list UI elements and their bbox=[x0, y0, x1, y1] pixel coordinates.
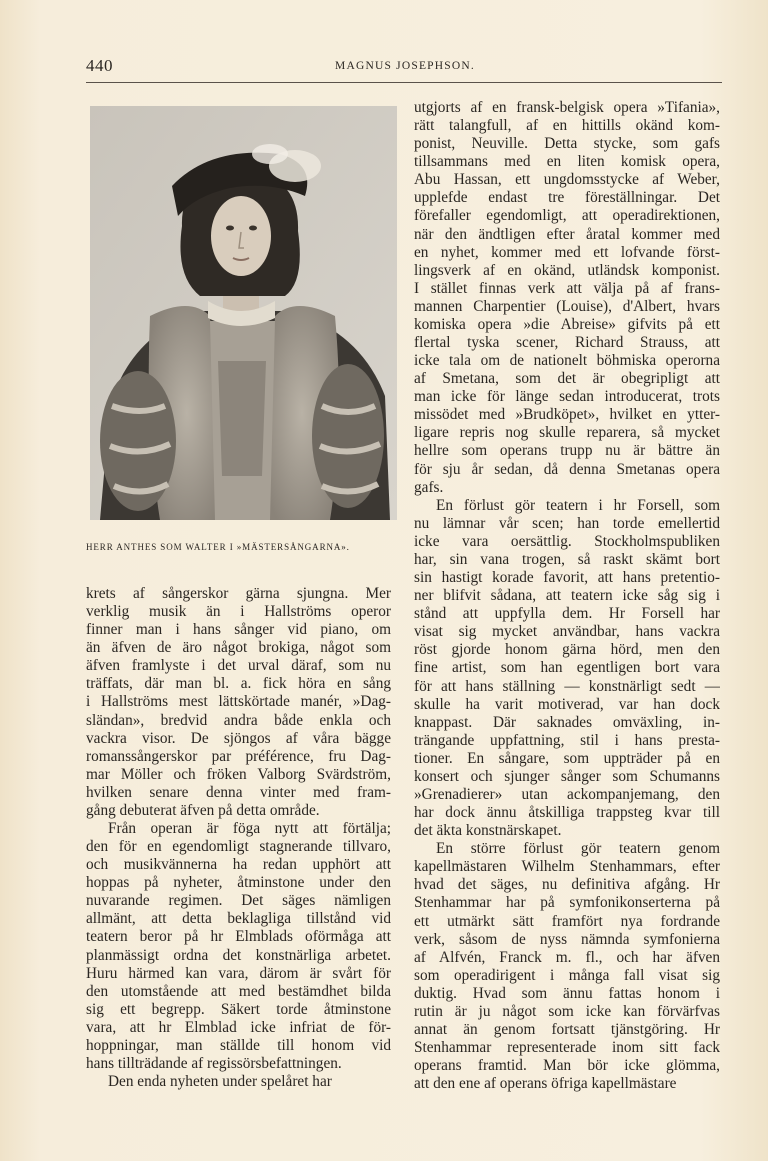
text-line: hoppas på nyheter, åtminstone under den bbox=[86, 874, 391, 892]
text-line: lingsverk af en okänd, utländsk komponist. bbox=[414, 261, 720, 279]
text-line: En större förlust gör teatern genom bbox=[436, 840, 720, 858]
text-line: äfven framlyste i det urval däraf, som nu bbox=[86, 657, 391, 675]
text-line: än äfven de äro något brokiga, något som bbox=[86, 639, 391, 657]
text-line: nu lämnar vår scen; han torde emellertid bbox=[414, 514, 720, 532]
text-line: och musikvännerna ha redan upphört att bbox=[86, 856, 391, 874]
text-line: rutin är ju något som icke kan förvärfvas bbox=[414, 1002, 720, 1020]
text-line: vackra visor. De sjöngos af våra bägge bbox=[86, 729, 391, 747]
text-line: att den ene af operans öfriga kapellmästare bbox=[414, 1075, 677, 1093]
right-text-column bbox=[414, 99, 720, 1093]
text-line: mannen Charpentier (Louise), d'Albert, hvars bbox=[414, 297, 720, 315]
text-line: nuvarande regimen. Det säges nämligen bbox=[86, 892, 391, 910]
text-line: sländan», bredvid andra både enkla och bbox=[86, 711, 391, 729]
portrait-photograph bbox=[90, 106, 397, 520]
text-line: kapellmästaren Wilhelm Stenhammars, efter bbox=[414, 858, 720, 876]
text-line: gafs. bbox=[414, 478, 444, 496]
text-line: fine artist, som han egentligen bort vara bbox=[414, 659, 720, 677]
text-line: planmässigt ordna det konstnärliga arbetet. bbox=[86, 946, 391, 964]
text-line: vara, att hr Elmblad icke infriat de för- bbox=[86, 1018, 391, 1036]
text-line: gång debuterat äfven på detta område. bbox=[86, 801, 320, 819]
text-line: I stället finnas verk att välja på af frans- bbox=[414, 279, 720, 297]
text-line: komiska opera »die Abreise» gifvits på ett bbox=[414, 315, 720, 333]
text-line: verklig musik än i Hallströms operor bbox=[86, 603, 391, 621]
text-line: ligare repris nog skulle reparera, så mycket bbox=[414, 424, 720, 442]
text-line: flertal tyska scener, Richard Strauss, att bbox=[414, 334, 720, 352]
text-line: stånd att uppfylla dem. Hr Forsell har bbox=[414, 605, 720, 623]
text-line: af Smetana, som det är obegripligt att bbox=[414, 370, 720, 388]
text-line: verk, såsom de nyss nämnda symfonierna bbox=[414, 930, 720, 948]
text-line: den utomstående att med bestämdhet bilda bbox=[86, 982, 391, 1000]
text-line: i Hallströms mest lättskörtade manér, »Dag- bbox=[86, 693, 391, 711]
text-line: hvad det säges, nu definitiva afgång. Hr bbox=[414, 876, 720, 894]
text-line: hvilken senare denna vinter med fram- bbox=[86, 783, 391, 801]
text-line: det äkta konstnärskapet. bbox=[414, 822, 562, 840]
text-line: har dock ännu åtskilliga trappsteg kvar till bbox=[414, 804, 720, 822]
text-line: visat sig mycket användbar, hans vackra bbox=[414, 623, 720, 641]
text-line: Stenhammar har på symfonikonserterna på bbox=[414, 894, 720, 912]
text-line: rätt talangfull, af en hittills okänd kom- bbox=[414, 117, 720, 135]
text-line: trängande uppfattning, stil i hans presta- bbox=[414, 731, 720, 749]
figure-caption: HERR ANTHES SOM WALTER I »MÄSTERSÅNGARNA». bbox=[86, 542, 350, 552]
text-line: sig ett begrepp. Säkert torde åtminstone bbox=[86, 1000, 391, 1018]
text-line: för att hans ställning — konstnärligt sedt — bbox=[414, 677, 720, 695]
text-line: konsert och sjunger sånger som Schumanns bbox=[414, 767, 720, 785]
text-line: Från operan är föga nytt att förtälja; bbox=[108, 820, 391, 838]
text-line: Den enda nyheten under spelåret har bbox=[108, 1073, 332, 1091]
text-line: utgjorts af en fransk-belgisk opera »Tifania», bbox=[414, 99, 720, 116]
text-line: den för en egendomligt stagnerande tillvaro, bbox=[86, 838, 391, 856]
text-line: tillsammans med en liten komisk opera, bbox=[414, 153, 720, 171]
page-number: 440 bbox=[86, 56, 113, 75]
text-line: när den ändtligen efter åratal kommer med bbox=[414, 225, 720, 243]
text-line: en nyhet, kommer med ett lofvande först- bbox=[414, 243, 720, 261]
text-line: ner blifvit sådana, att teatern icke såg sig i bbox=[414, 587, 720, 605]
text-line: mar Möller och fröken Valborg Svärdström, bbox=[86, 765, 391, 783]
text-line: finner man i hans sånger vid piano, om bbox=[86, 621, 391, 639]
text-line: som operadirigent i många fall visat sig bbox=[414, 966, 720, 984]
text-line: »Grenadierer» utan ackompanjemang, den bbox=[414, 785, 720, 803]
header-rule bbox=[86, 82, 722, 83]
left-text-column bbox=[86, 585, 391, 1091]
text-line: skulle ha varit motiverad, var han dock bbox=[414, 695, 720, 713]
text-line: hellre som operans trupp nu är bättre än bbox=[414, 442, 720, 460]
text-line: Huru härmed kan vara, därom är svårt för bbox=[86, 964, 391, 982]
text-line: duktig. Hvad som ännu fattas honom i bbox=[414, 984, 720, 1002]
text-line: annat än genom fortsatt tjänstgöring. Hr bbox=[414, 1020, 720, 1038]
text-line: sin hastigt korade favorit, att hans pretentio- bbox=[414, 569, 720, 587]
text-line: icke vara oersättlig. Stockholmspubliken bbox=[414, 532, 720, 550]
text-line: röst gjorde honom gärna hörd, men den bbox=[414, 641, 720, 659]
text-line: romanssångerskor par préférence, fru Dag- bbox=[86, 747, 391, 765]
text-line: krets af sångerskor gärna sjungna. Mer bbox=[86, 585, 391, 602]
text-line: teatern beror på hr Elmblads oförmåga att bbox=[86, 928, 391, 946]
text-line: tioner. En sångare, som uppträder på en bbox=[414, 749, 720, 767]
text-line: ett utmärkt sätt framfört nya fordrande bbox=[414, 912, 720, 930]
text-line: har, sin vana trogen, så raskt skämt bort bbox=[414, 550, 720, 568]
text-line: operans framtid. Man bör icke glömma, bbox=[414, 1057, 720, 1075]
text-line: ponist, Neuville. Detta stycke, som gafs bbox=[414, 135, 720, 153]
text-line: hoppningar, man ställde till honom vid bbox=[86, 1036, 391, 1054]
text-line: man icke för länge sedan introducerat, trots bbox=[414, 388, 720, 406]
text-line: knappast. Där saknades omväxling, in- bbox=[414, 713, 720, 731]
text-line: för sju år sedan, då denna Smetanas opera bbox=[414, 460, 720, 478]
text-line: En förlust gör teatern i hr Forsell, som bbox=[436, 496, 720, 514]
text-line: allmänt, att detta beklagliga tillstånd vid bbox=[86, 910, 391, 928]
text-line: Abu Hassan, ett ungdomsstycke af Weber, bbox=[414, 171, 720, 189]
text-line: missödet med »Brudköpet», hvilket en ytter- bbox=[414, 406, 720, 424]
text-line: Stenhammar representerade inom sitt fack bbox=[414, 1039, 720, 1057]
text-line: icke tala om de nationelt böhmiska operorna bbox=[414, 352, 720, 370]
text-line: hans tillträdande af regissörsbefattningen. bbox=[86, 1055, 342, 1073]
running-head: MAGNUS JOSEPHSON. bbox=[335, 60, 475, 72]
text-line: upplefde endast tre föreställningar. Det bbox=[414, 189, 720, 207]
text-line: träffats, där man bl. a. fick höra en sång bbox=[86, 675, 391, 693]
text-line: förefaller egendomligt, att operadirektionen, bbox=[414, 207, 720, 225]
text-line: af Alfvén, Franck m. fl., och har äfven bbox=[414, 948, 720, 966]
